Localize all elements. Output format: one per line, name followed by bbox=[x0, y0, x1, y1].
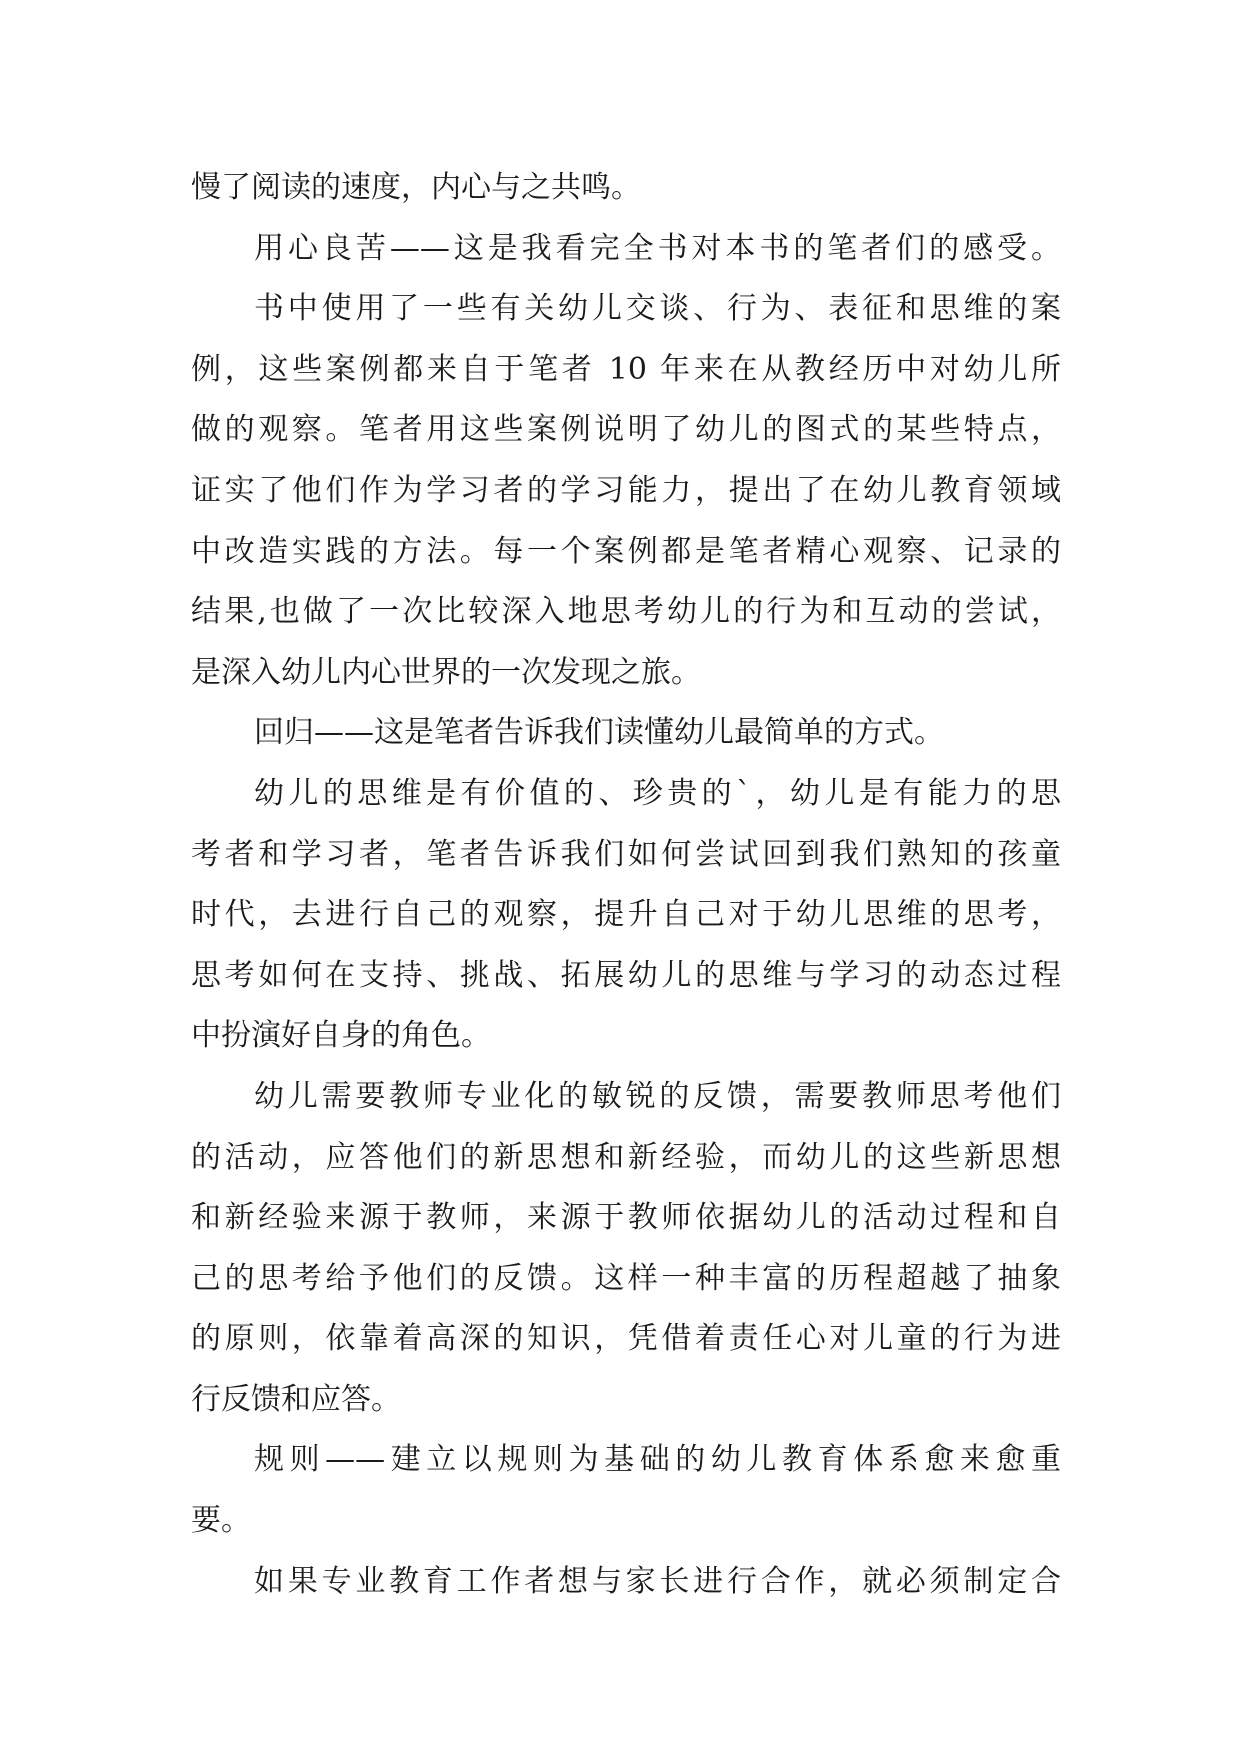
body-text bbox=[191, 158, 1061, 1612]
text-line: 回归——这是笔者告诉我们读懂幼儿最简单的方式。 bbox=[254, 715, 944, 751]
text-line: 例，这些案例都来自于笔者 10 年来在从教经历中对幼儿所 bbox=[191, 351, 1061, 387]
text-line: 幼儿需要教师专业化的敏锐的反馈，需要教师思考他们 bbox=[254, 1078, 1061, 1114]
text-line: 如果专业教育工作者想与家长进行合作，就必须制定合 bbox=[254, 1563, 1061, 1599]
text-line: 规则——建立以规则为基础的幼儿教育体系愈来愈重 bbox=[254, 1442, 1061, 1478]
text-line: 行反馈和应答。 bbox=[191, 1381, 401, 1417]
text-line: 用心良苦——这是我看完全书对本书的笔者们的感受。 bbox=[254, 230, 1061, 266]
text-line: 中扮演好自身的角色。 bbox=[191, 1018, 491, 1054]
text-line: 的活动，应答他们的新思想和新经验，而幼儿的这些新思想 bbox=[191, 1139, 1061, 1175]
text-line: 慢了阅读的速度，内心与之共鸣。 bbox=[191, 170, 641, 205]
text-line: 时代，去进行自己的观察，提升自己对于幼儿思维的思考， bbox=[191, 897, 1061, 933]
text-line: 的原则，依靠着高深的知识，凭借着责任心对儿童的行为进 bbox=[191, 1321, 1061, 1357]
text-line: 中改造实践的方法。每一个案例都是笔者精心观察、记录的 bbox=[191, 533, 1061, 569]
text-line: 考者和学习者，笔者告诉我们如何尝试回到我们熟知的孩童 bbox=[191, 836, 1061, 872]
text-line: 证实了他们作为学习者的学习能力，提出了在幼儿教育领域 bbox=[191, 472, 1061, 508]
text-line: 做的观察。笔者用这些案例说明了幼儿的图式的某些特点， bbox=[191, 412, 1061, 448]
text-line: 是深入幼儿内心世界的一次发现之旅。 bbox=[191, 654, 701, 690]
text-line: 幼儿的思维是有价值的、珍贵的`，幼儿是有能力的思 bbox=[254, 775, 1061, 811]
text-line: 结果,也做了一次比较深入地思考幼儿的行为和互动的尝试， bbox=[191, 594, 1061, 630]
text-line: 书中使用了一些有关幼儿交谈、行为、表征和思维的案 bbox=[254, 291, 1061, 327]
text-line: 己的思考给予他们的反馈。这样一种丰富的历程超越了抽象 bbox=[191, 1260, 1061, 1296]
text-line: 思考如何在支持、挑战、拓展幼儿的思维与学习的动态过程 bbox=[191, 957, 1061, 993]
text-line: 要。 bbox=[191, 1503, 251, 1539]
text-line: 和新经验来源于教师，来源于教师依据幼儿的活动过程和自 bbox=[191, 1200, 1061, 1236]
